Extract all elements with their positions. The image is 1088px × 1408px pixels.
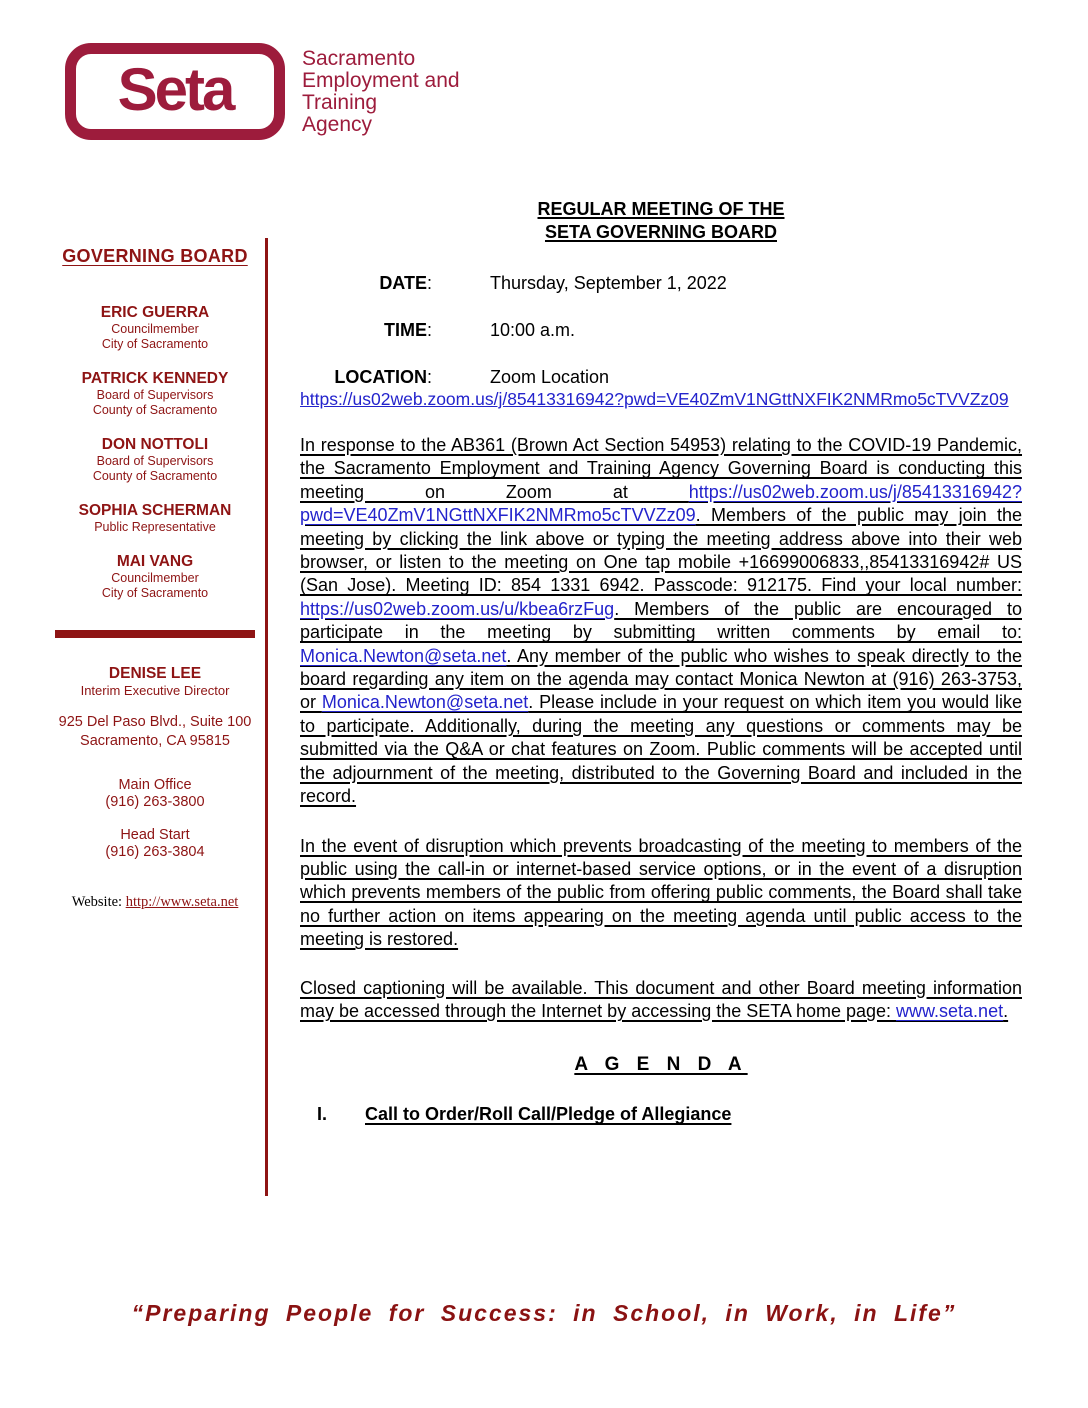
paragraph-text: . <box>1003 1000 1009 1021</box>
agenda-item-title: Call to Order/Roll Call/Pledge of Allegiance <box>365 1104 732 1125</box>
board-member-role: County of Sacramento <box>92 403 218 417</box>
board-member-name: ERIC GUERRA <box>100 304 210 321</box>
board-member <box>53 435 257 484</box>
meeting-title-line: REGULAR MEETING OF THE <box>537 199 785 219</box>
board-member-name: MAI VANG <box>116 553 194 570</box>
notice-paragraph-3 <box>300 977 1022 1024</box>
board-member-name: SOPHIA SCHERMAN <box>78 502 232 519</box>
board-member-role: Councilmember <box>111 571 199 585</box>
main-content <box>300 198 1022 1125</box>
brand-header <box>65 43 460 140</box>
seta-homepage-link[interactable]: www.seta.net <box>896 1000 1004 1021</box>
website-link[interactable]: http://www.seta.net <box>125 894 239 910</box>
meta-row-location <box>300 367 1022 388</box>
address-line: 925 Del Paso Blvd., Suite 100 <box>58 714 252 730</box>
board-member <box>53 501 257 535</box>
board-member-role: Board of Supervisors <box>96 388 214 402</box>
board-member <box>53 552 257 601</box>
agency-name-line: Employment and <box>302 69 460 92</box>
address-line: Sacramento, CA 95815 <box>80 733 230 749</box>
contact-head-start <box>53 827 257 861</box>
meta-row-date <box>300 273 1022 294</box>
paragraph-text: Closed captioning will be available. This document and other Board meeting information may be accessed through the Internet by accessing the SETA home page: <box>300 977 1022 1021</box>
sidebar-vertical-rule <box>265 238 268 1196</box>
paragraph-text: . Please include in your request on which item you would like to participate. Additionally, during the meeting any questions or comments may be submitted via the Q&A or chat features on Zoom. Public comments will be accepted until the adjournment of the meeting, distributed to the Governing Board and included in the record. <box>300 692 1022 807</box>
location-label: LOCATION: <box>334 367 432 387</box>
sidebar-divider <box>55 630 255 638</box>
board-member-role: Councilmember <box>111 322 199 336</box>
meta-row-time <box>300 320 1022 341</box>
notice-paragraph-2: In the event of disruption which prevents broadcasting of the meeting to members of the public using the call-in or internet-based service options, or in the event of a disruption which prevents members of the public from offering public comments, the Board shall take no further action on items appearing on the meeting agenda until public access to the meeting is restored. <box>300 835 1022 950</box>
motto-quote: “Preparing People for Success: in School, in Work, in Life” <box>131 1300 957 1326</box>
email-link[interactable]: Monica.Newton@seta.net <box>300 645 507 666</box>
board-member-name: PATRICK KENNEDY <box>81 370 229 387</box>
agency-name <box>302 43 460 140</box>
agenda-heading: A G E N D A <box>574 1054 748 1076</box>
agency-name-line: Agency <box>302 113 373 136</box>
time-label: TIME: <box>383 320 432 340</box>
paragraph-text: . Members of the public are encouraged to participate in the meeting by submitting written comments by email to: <box>300 598 1022 643</box>
agency-name-line: Sacramento <box>302 47 416 70</box>
contact-label: Head Start <box>120 827 190 843</box>
board-member <box>53 369 257 418</box>
zoom-local-number-link[interactable]: https://us02web.zoom.us/u/kbea6rzFug <box>300 598 615 619</box>
agenda-item-number: I. <box>317 1104 328 1125</box>
board-member-role: City of Sacramento <box>101 586 209 600</box>
website-label: Website: <box>71 894 126 910</box>
agency-name-line: Training <box>302 91 378 114</box>
board-member-role: Board of Supervisors <box>96 454 214 468</box>
date-value: Thursday, September 1, 2022 <box>490 273 727 293</box>
board-member-role: Public Representative <box>94 520 216 534</box>
seta-logo <box>65 43 285 140</box>
contact-main-office <box>53 777 257 811</box>
board-member-role: City of Sacramento <box>101 337 209 351</box>
governing-board-sidebar <box>53 246 257 911</box>
zoom-meeting-link[interactable]: https://us02web.zoom.us/j/85413316942?pwd=VE40ZmV1NGttNXFIK2NMRmo5cTVVZz09 <box>300 389 1009 409</box>
notice-paragraph-1 <box>300 434 1022 809</box>
location-value: Zoom Location <box>490 367 610 387</box>
executive-director <box>53 664 257 699</box>
meeting-title-line: SETA GOVERNING BOARD <box>544 222 777 242</box>
office-address <box>53 713 257 751</box>
paragraph-text: . Any member of the public who wishes to speak directly to the board regarding any item on the agenda may contact Monica Newton at (916) 263-3753, or <box>300 645 1022 713</box>
date-label: DATE: <box>379 273 432 293</box>
zoom-meeting-link[interactable]: https://us02web.zoom.us/j/85413316942?pwd=VE40ZmV1NGttNXFIK2NMRmo5cTVVZz09 <box>300 481 1022 526</box>
paragraph-text: In response to the AB361 (Brown Act Section 54953) relating to the COVID-19 Pandemic, the Sacramento Employment and Training Agency Governing Board is conducting this meeting on Zoom at <box>300 435 1022 502</box>
contact-label: Main Office <box>118 777 192 793</box>
executive-director-name: DENISE LEE <box>108 665 202 682</box>
seta-logo-text: Seta <box>117 55 233 123</box>
sidebar-heading: GOVERNING BOARD <box>62 246 248 266</box>
executive-director-title: Interim Executive Director <box>80 683 230 698</box>
contact-phone: (916) 263-3800 <box>105 794 205 810</box>
time-value: 10:00 a.m. <box>490 320 576 340</box>
board-member-role: County of Sacramento <box>92 469 218 483</box>
location-link-line <box>300 389 1022 410</box>
contact-phone: (916) 263-3804 <box>105 844 205 860</box>
paragraph-text: . Members of the public may join the meeting by clicking the link above or typing the meeting address above into their web browser, or listen to the meeting on One tap mobile +16699006833,,85413316942# US (San Jose). Meeting ID: 854 1331 6942. Passcode: 912175. Find your local number: <box>300 505 1022 596</box>
board-member-name: DON NOTTOLI <box>101 436 209 453</box>
meeting-title <box>300 198 1022 244</box>
email-link[interactable]: Monica.Newton@seta.net <box>321 692 529 713</box>
agenda-item-1 <box>300 1104 1022 1125</box>
website-line <box>53 894 257 911</box>
board-member <box>53 303 257 352</box>
